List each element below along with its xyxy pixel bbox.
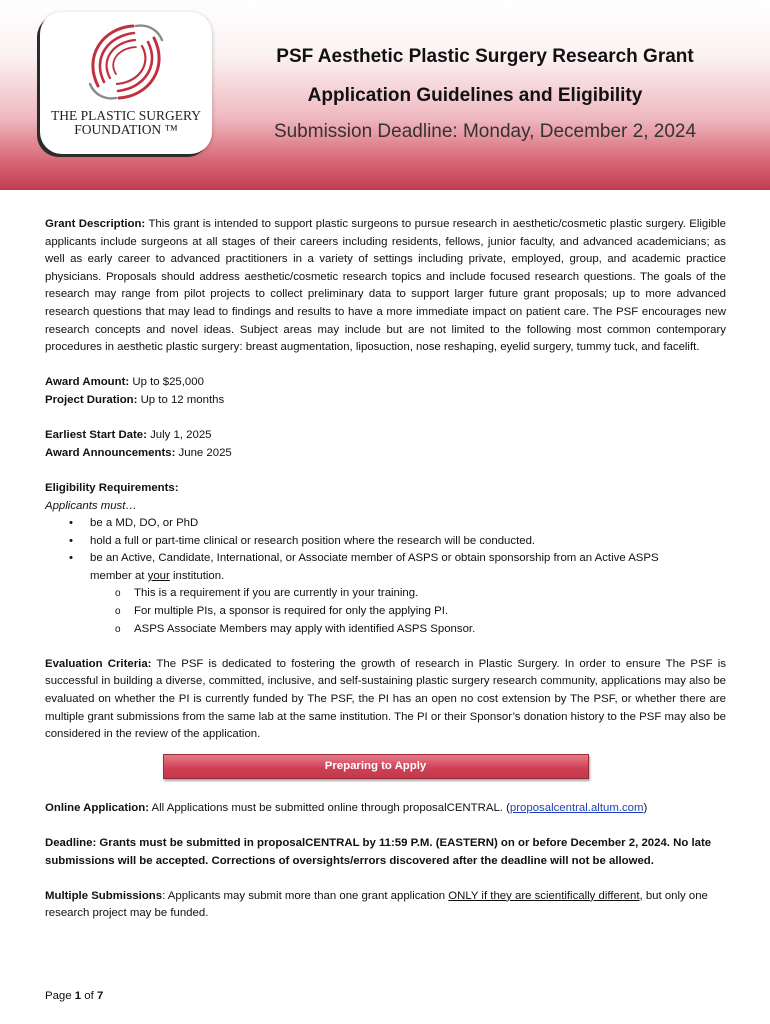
announcements-label: Award Announcements: — [45, 446, 176, 459]
start-date-label: Earliest Start Date: — [45, 429, 147, 442]
proposalcentral-link[interactable]: proposalcentral.altum.com — [509, 801, 644, 814]
online-application-close: ) — [643, 801, 648, 814]
online-application-label: Online Application: — [45, 801, 149, 814]
eligibility-sublist — [45, 585, 726, 638]
psf-logo — [40, 12, 212, 154]
evaluation-text: The PSF is dedicated to fostering the growth of research in Plastic Surgery. In order to ensure The PSF is successful in building a diverse, committed, inclusive, and self-sustaining plastic surgery research community, applications may also be evaluated on whether the PI is currently funded by The PSF, the PI has an open no cost extension by The PSF, or whether there are multiple grant submissions from the same lab at the same institution. The PI or their Sponsor’s donation history to the PSF may also be considered in the review of the application. — [45, 657, 726, 741]
project-duration-label: Project Duration: — [45, 393, 138, 406]
list-item: o For multiple PIs, a sponsor is required for only the applying PI. — [45, 603, 726, 621]
earliest-start-date — [45, 427, 726, 445]
page-prefix: Page — [45, 990, 72, 1002]
eligibility-heading: Eligibility Requirements: — [45, 481, 179, 494]
multiple-submissions-underlined: ONLY if they are scientifically different — [448, 889, 640, 902]
online-application-text: All Applications must be submitted online through proposalCENTRAL. ( — [151, 801, 510, 814]
award-amount-label: Award Amount: — [45, 376, 130, 389]
page-number — [45, 990, 103, 1002]
document-body — [45, 216, 726, 923]
submission-deadline: Submission Deadline: Monday, December 2, 2024 — [273, 121, 697, 142]
page-of: of — [84, 990, 94, 1002]
list-item: o ASPS Associate Members may apply with identified ASPS Sponsor. — [45, 621, 726, 639]
project-duration — [45, 392, 726, 410]
grant-description-text: This grant is intended to support plastic surgeons to pursue research in aesthetic/cosmetic plastic surgery. Eligible applicants include surgeons at all stages of their careers including residents, fellows, junior faculty, and advanced academicians; as well as early career to advanced practitioners in a variety of settings including private, employed, group, and academic practice physicians. Proposals should address aesthetic/cosmetic research topics and include focused research questions. The goals of the research may range from pilot projects to collect preliminary data to support larger future grant proposals; up to more advanced research questions that may lead to findings and results to have a more immediate impact on patient care. The PSF encourages new research concepts and novel ideas. Subject areas may include but are not limited to the following most common contemporary procedures in aesthetic plastic surgery: breast augmentation, liposuction, nose reshaping, eyelid surgery, tummy tuck, and facelift. — [45, 218, 726, 354]
multiple-submissions-text: : Applicants may submit more than one grant application — [162, 889, 446, 902]
psf-swirl-icon — [78, 16, 174, 108]
eligibility-list — [45, 515, 726, 585]
logo-text-line1: THE PLASTIC SURGERY — [50, 108, 202, 123]
list-item: • hold a full or part-time clinical or research position where the research will be conducted. — [45, 533, 726, 551]
award-amount-value: Up to $25,000 — [132, 376, 204, 389]
list-item — [45, 550, 680, 585]
multiple-submissions-label: Multiple Submissions — [45, 889, 163, 902]
page-current: 1 — [74, 990, 82, 1002]
multiple-submissions — [45, 888, 726, 923]
page-title: PSF Aesthetic Plastic Surgery Research Grant — [276, 46, 694, 67]
award-announcements — [45, 445, 726, 463]
bullet3-end: institution. — [172, 569, 225, 582]
announcements-value: June 2025 — [178, 446, 232, 459]
award-amount — [45, 374, 726, 392]
multiple-submissions-end: , but only one research project may be funded. — [45, 889, 708, 920]
project-duration-value: Up to 12 months — [140, 393, 225, 406]
evaluation-criteria — [45, 656, 726, 744]
page-subtitle: Application Guidelines and Eligibility — [307, 85, 643, 106]
preparing-to-apply-banner: Preparing to Apply — [163, 754, 589, 779]
online-application — [45, 800, 726, 818]
deadline-notice: Deadline: Grants must be submitted in proposalCENTRAL by 11:59 P.M. (EASTERN) on or before December 2, 2024. No late submissions will be accepted. Corrections of oversights/errors discovered after the deadline will not be allowed. — [45, 837, 712, 867]
grant-description-label: Grant Description: — [45, 218, 146, 230]
logo-text-line2: FOUNDATION ™ — [74, 122, 178, 137]
list-item: o This is a requirement if you are currently in your training. — [45, 585, 726, 603]
page-total: 7 — [96, 990, 104, 1002]
bullet3-text: be an Active, Candidate, International, or Associate member of ASPS or obtain sponsorship from an Active ASPS member at — [90, 552, 659, 582]
grant-description — [45, 216, 726, 357]
bullet3-underlined: your — [147, 569, 170, 582]
list-item: • be a MD, DO, or PhD — [45, 515, 726, 533]
evaluation-label: Evaluation Criteria: — [45, 657, 152, 670]
eligibility-intro: Applicants must… — [45, 499, 137, 512]
start-date-value: July 1, 2025 — [150, 429, 212, 442]
